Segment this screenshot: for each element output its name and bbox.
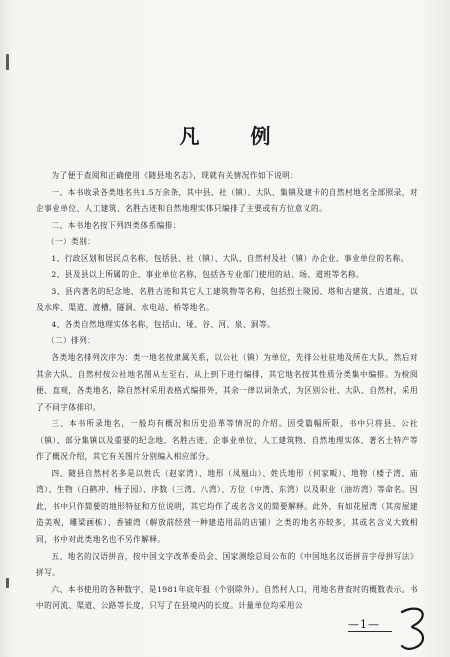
paragraph: 二、本书地名按下列四类体系编排：	[51, 220, 181, 230]
paragraph: 为了便于查阅和正确使用《随县地名志》，现就有关情况作如下说明：	[51, 171, 299, 180]
paragraph: 六、本书使用的各种数字，是1981年底年报（个别除外）。自然村人口，用地名普查时的概数表示。书中的河流、渠道、公路等长度，只写了在县境内的长度。计量单位均采用公	[36, 584, 418, 611]
binding-mark	[6, 578, 9, 588]
handwritten-mark-icon	[396, 604, 436, 654]
paragraph: 3、县内著名的纪念地、名胜古迹和其它人工建筑物等名称，包括烈士陵园、塔和古建筑、古遗址，以及水库、渠道、渡槽、隧洞、水电站、桥等地名。	[36, 286, 418, 313]
binding-mark	[6, 54, 9, 70]
paragraph: 四、随县自然村名多是以姓氏（赵家湾）、地形（凤凰山）、姓氏地形（何家畈）、地物（楼子湾、庙湾）、生物（白鹤冲、杨子园）、序数（三湾、八湾）、方位（中湾、东湾）以及职业（油坊湾）等命名。因此，书中只作简要的地形特征和方位说明，其它均作了或名含义的简要解释。此外，有如花屋湾（其房屋建造美观，雕梁画栋）、香铺湾（解放前经营一种建造用品的店铺）之类的地名亦较多，其或名含义大致相同，书中对此类地名也不另作解释。	[36, 468, 418, 545]
section-heading: （二）排列：	[46, 336, 96, 346]
document-body	[36, 168, 418, 615]
section-heading: （一）类别：	[46, 237, 96, 247]
paragraph: 2、县及县以上所属的企、事业单位名称，包括各专业部门使用的站、场、道班等名称。	[51, 270, 365, 280]
page-number: —1—	[348, 618, 380, 631]
paragraph: 三、本书所录地名，一般均有概况和历史沿革等情况的介绍。因受篇幅所限，书中只将县、公社（镇）、部分集镇以及重要的纪念地、名胜古迹、企事业单位、人工建筑物、自然地理实体、著名土特产等作了概况介绍，其它有关图片分别编入相应部分。	[36, 419, 418, 462]
page-title: 凡 例	[179, 124, 293, 148]
page-number-underline	[348, 631, 392, 632]
paragraph: 各类地名排列次序为：类一地名按隶属关系，以公社（镇）为单位，先排公社驻地及所在大队，然后对其余大队、自然村按公社地名图从左至右、从上到下进行编排，其它地名按其性质分类集中编排。为检阅便、直观，各类地名，除自然村采用表格式编排外，其余一律以词条式，为区别公社、大队、自然村，采用了不同字体排印。	[36, 353, 418, 412]
paragraph: 1、行政区划和居民点名称，包括县、社（镇）、大队、自然村及社（镇）办企业、事业单位的名称。	[51, 253, 409, 263]
paragraph: 五、地名的汉语拼音，按中国文字改革委员会、国家测绘总局公布的《中国地名汉语拼音字母拼写法》拼写。	[36, 551, 418, 578]
paragraph: 一、本书收录各类地名共1.5万余条，其中县、社（镇）、大队、集镇及建卡的自然村地名全部照录，对企事业单位、人工建筑、名胜古迹和自然地理实体只编排了主要或有方位意义的。	[36, 187, 418, 214]
paragraph: 4、各类自然地理实体名称，包括山、垭、谷、河、泉、洞等。	[51, 319, 276, 329]
